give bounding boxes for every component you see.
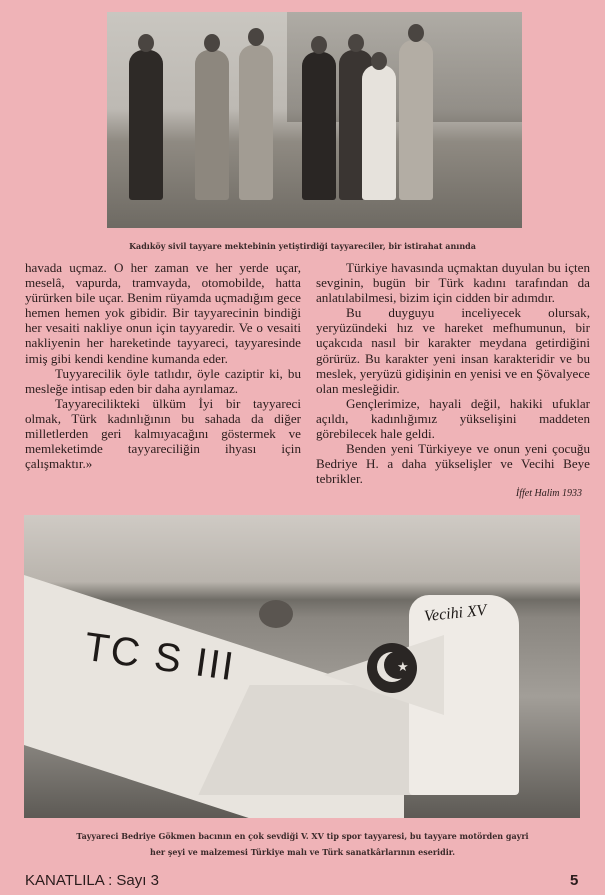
photo-person [362,65,396,200]
paragraph: havada uçmaz. O her zaman ve her yerde uçar, meselâ, vapurda, tramvayda, otomobilde, hatta yürürken bile uçar. Benim rüyamda uçmadığım gece hemen hemen yok gibidir. Bir tayyarecinin bindiği her vesaiti nakliye onun için tayyaredir. Ve o vesaiti nakliyenin her hareketinde tayyareci, tayyaresinde imiş gibi kendi kendine kumanda eder. [25,260,301,366]
photo-person [399,40,433,200]
paragraph: Bu duyguyu inceliyecek olursak, yeryüzündeki hız ve hareket mefhumunun, bir uçakcıda nasıl bir karakter meydana getirdiğini görürüz. Bu karakter yeni insan karakteridir ve bu meslek, yeryüzü gidişinin en yenisi ve en Şövalyece olan mesleğidir. [316,305,590,396]
aircraft-tail-lettering: Vecihi XV [423,601,488,626]
turkish-roundel-icon: ★ [367,643,417,693]
photo-person [129,50,163,200]
photo-caption-bottom-line2: her şeyi ve malzemesi Türkiye malı ve Türk sanatkârlarının eseridir. [150,847,455,857]
paragraph: Benden yeni Türkiyeye ve onun yeni çocuğu Bedriye H. a daha yükselişler ve Vecihi Beye tebrikler. [316,441,590,487]
page-number: 5 [570,872,579,889]
photo-caption-bottom-line1: Tayyareci Bedriye Gökmen bacının en çok sevdiği V. XV tip spor tayyaresi, bu tayyare motörden gayri [76,831,529,841]
photo-person-head [348,34,364,52]
photo-person-head [408,24,424,42]
paragraph: Tuyyarecilik öyle tatlıdır, öyle caziptir ki, bu mesleğe intisap eden bir daha ayrılamaz. [25,365,301,396]
paragraph: Türkiye havasında uçmaktan duyulan bu içten sevginin, bugün bir Türk kadını tarafından da anlatılabilmesi, bizim için cidden bir adımdır. [316,260,590,306]
article-column-left [25,260,301,471]
paragraph: Tayyarecilikteki ülküm İyi bir tayyareci olmak, Türk kadınlığının bu sahada da diğer milletlerden geri kalmıyacağını göstermek ve memleketimde tayyareciliğin ihyası için çalışmaktır.» [25,395,301,472]
article-column-right [316,260,590,502]
photo-person-head [204,34,220,52]
photo-pilot [259,600,293,628]
photo-aviators-group [107,12,522,228]
photo-person-head [371,52,387,70]
photo-person [302,52,336,200]
photo-person [195,50,229,200]
photo-person-head [311,36,327,54]
photo-vecihi-xv-aircraft [24,515,580,818]
paragraph: Gençlerimize, hayali değil, hakiki ufuklar açıldı, kadınlığımız yükselişini maddeten görebilecek hale geldi. [316,395,590,442]
magazine-issue-label: KANATLILA : Sayı 3 [25,872,159,889]
author-signature: İffet Halim 1933 [515,488,582,500]
photo-person-head [138,34,154,52]
aircraft-registration: TC S III [81,624,238,690]
photo-caption-top: Kadıköy sivil tayyare mektebinin yetiştirdiği tayyareciler, bir istirahat anında [129,241,476,251]
photo-person-head [248,28,264,46]
photo-person [239,45,273,200]
